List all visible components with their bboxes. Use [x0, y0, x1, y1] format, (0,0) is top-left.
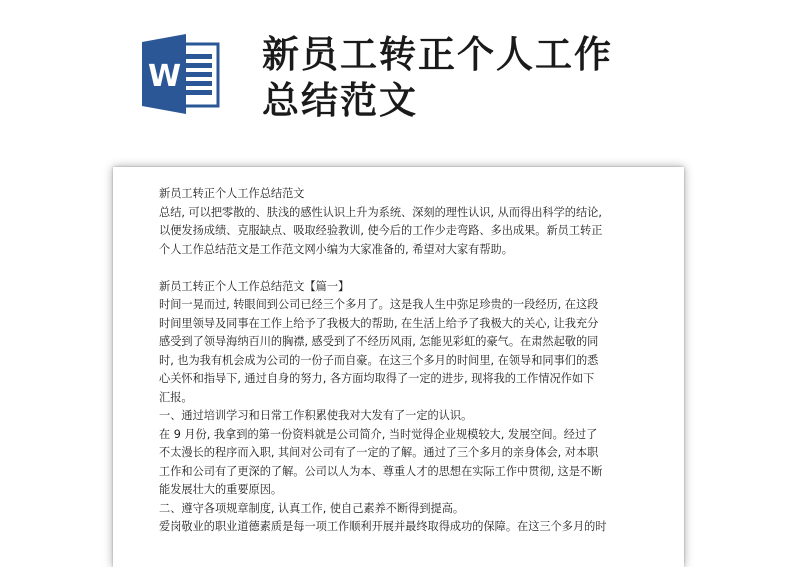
document-line: 不太漫长的程序而入职, 其间对公司有了一定的了解。通过了三个多月的亲身体会, 对本职 — [159, 446, 599, 459]
document-line: 汇报。 — [159, 390, 193, 404]
word-document-icon — [138, 34, 222, 114]
document-line: 感受到了领导海纳百川的胸襟, 感受到了不经历风雨, 怎能见彩虹的豪气。在肃然起敬的同 — [159, 335, 599, 348]
document-line: 个人工作总结范文是工作范文网小编为大家准备的, 希望对大家有帮助。 — [159, 242, 513, 256]
document-line: 能发展壮大的重要原因。 — [159, 483, 283, 496]
title-line-1: 新员工转正个人工作 — [262, 33, 613, 76]
document-line: 二、遵守各项规章制度, 认真工作, 使自己素养不断得到提高。 — [159, 501, 465, 515]
document-line: 时, 也为我有机会成为公司的一份子而自豪。在这三个多月的时间里, 在领导和同事们的悉 — [159, 353, 599, 367]
document-line: 工作和公司有了更深的了解。公司以人为本、尊重人才的思想在实际工作中贯彻, 这是不断 — [159, 464, 603, 478]
document-line: 以便发扬成绩、克服缺点、吸取经验教训, 使今后的工作少走弯路、多出成果。新员工转正 — [159, 224, 603, 237]
document-page — [113, 167, 684, 567]
page-title — [262, 32, 782, 124]
document-line: 新员工转正个人工作总结范文【篇一】 — [159, 279, 350, 293]
document-body — [159, 185, 647, 537]
document-line: 时间里领导及同事在工作上给予了我极大的帮助, 在生活上给予了我极大的关心, 让我充分 — [159, 316, 599, 330]
document-line: 时间一晃而过, 转眼间到公司已经三个多月了。这是我人生中弥足珍贵的一段经历, 在这段 — [159, 298, 599, 311]
document-line: 心关怀和指导下, 通过自身的努力, 各方面均取得了一定的进步, 现将我的工作情况作如下 — [159, 372, 595, 385]
document-line: 爱岗敬业的职业道德素质是每一项工作顺利开展并最终取得成功的保障。在这三个多月的时 — [159, 520, 607, 533]
logo-letter: W — [148, 59, 182, 94]
document-line: 在 9 月份, 我拿到的第一份资料就是公司简介, 当时觉得企业规模较大, 发展空间。经过了 — [159, 427, 598, 441]
document-line: 总结, 可以把零散的、肤浅的感性认识上升为系统、深刻的理性认识, 从而得出科学的结论, — [159, 205, 602, 219]
title-line-2: 总结范文 — [262, 79, 418, 122]
blank-line — [159, 259, 647, 278]
document-line: 一、通过培训学习和日常工作积累使我对大发有了一定的认识。 — [159, 409, 473, 422]
document-line: 新员工转正个人工作总结范文 — [159, 187, 305, 200]
